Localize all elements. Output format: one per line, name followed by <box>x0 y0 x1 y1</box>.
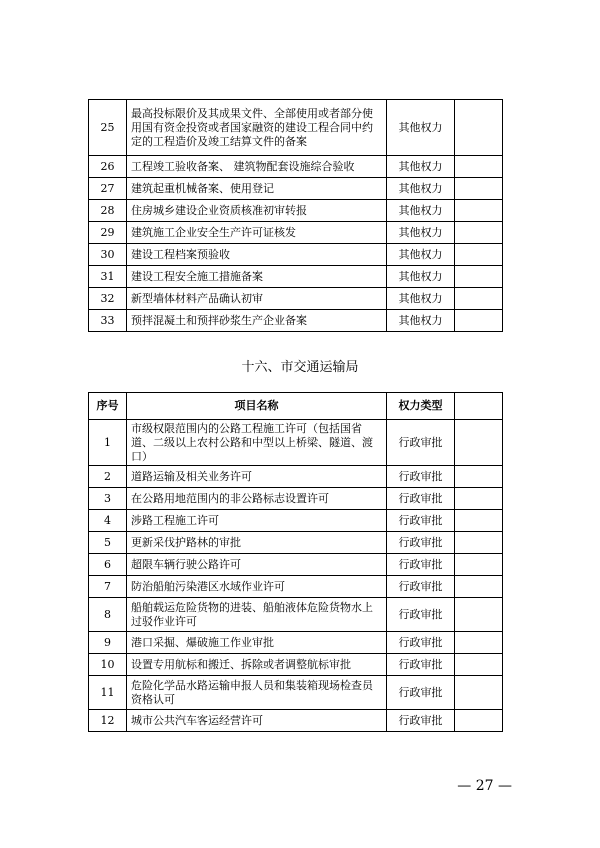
row-power-type: 行政审批 <box>387 420 455 466</box>
table-row <box>89 676 503 710</box>
header-item-name: 项目名称 <box>127 393 387 420</box>
table-row <box>89 100 503 156</box>
row-item-name: 港口采掘、爆破施工作业审批 <box>127 632 387 654</box>
header-serial-number: 序号 <box>89 393 127 420</box>
row-serial-number: 9 <box>89 632 127 654</box>
row-note <box>455 222 503 244</box>
row-note <box>455 598 503 632</box>
table-row <box>89 576 503 598</box>
table-row <box>89 222 503 244</box>
table-row <box>89 244 503 266</box>
row-serial-number: 27 <box>89 178 127 200</box>
table-row <box>89 156 503 178</box>
row-serial-number: 12 <box>89 710 127 732</box>
table-row <box>89 420 503 466</box>
table-row <box>89 598 503 632</box>
row-serial-number: 32 <box>89 288 127 310</box>
row-note <box>455 554 503 576</box>
row-item-name: 在公路用地范围内的非公路标志设置许可 <box>127 488 387 510</box>
row-power-type: 行政审批 <box>387 632 455 654</box>
row-serial-number: 11 <box>89 676 127 710</box>
table-row <box>89 510 503 532</box>
row-serial-number: 29 <box>89 222 127 244</box>
row-power-type: 其他权力 <box>387 310 455 332</box>
row-power-type: 行政审批 <box>387 488 455 510</box>
row-item-name: 危险化学品水路运输申报人员和集装箱现场检查员资格认可 <box>127 676 387 710</box>
row-note <box>455 676 503 710</box>
table-row <box>89 266 503 288</box>
row-power-type: 其他权力 <box>387 288 455 310</box>
table-header-row <box>89 393 503 420</box>
row-serial-number: 6 <box>89 554 127 576</box>
row-note <box>455 488 503 510</box>
row-power-type: 其他权力 <box>387 200 455 222</box>
section-title: 十六、市交通运输局 <box>241 360 359 375</box>
row-power-type: 行政审批 <box>387 676 455 710</box>
row-item-name: 超限车辆行驶公路许可 <box>127 554 387 576</box>
row-power-type: 行政审批 <box>387 510 455 532</box>
row-serial-number: 28 <box>89 200 127 222</box>
row-item-name: 最高投标限价及其成果文件、全部使用或者部分使用国有资金投资或者国家融资的建设工程合同中约定的工程造价及竣工结算文件的备案 <box>127 100 387 156</box>
table-row <box>89 466 503 488</box>
row-item-name: 新型墙体材料产品确认初审 <box>127 288 387 310</box>
table-row <box>89 654 503 676</box>
row-note <box>455 266 503 288</box>
header-power-type: 权力类型 <box>387 393 455 420</box>
table-row <box>89 178 503 200</box>
row-power-type: 行政审批 <box>387 466 455 488</box>
row-power-type: 行政审批 <box>387 598 455 632</box>
table-row <box>89 310 503 332</box>
row-serial-number: 5 <box>89 532 127 554</box>
row-item-name: 船舶载运危险货物的进装、船舶液体危险货物水上过驳作业许可 <box>127 598 387 632</box>
row-note <box>455 532 503 554</box>
row-serial-number: 1 <box>89 420 127 466</box>
row-serial-number: 10 <box>89 654 127 676</box>
row-note <box>455 288 503 310</box>
row-item-name: 住房城乡建设企业资质核准初审转报 <box>127 200 387 222</box>
row-item-name: 建筑施工企业安全生产许可证核发 <box>127 222 387 244</box>
row-item-name: 市级权限范围内的公路工程施工许可（包括国省道、二级以上农村公路和中型以上桥梁、隧道、渡口） <box>127 420 387 466</box>
row-serial-number: 26 <box>89 156 127 178</box>
row-note <box>455 244 503 266</box>
header-note <box>455 393 503 420</box>
row-item-name: 城市公共汽车客运经营许可 <box>127 710 387 732</box>
table-top-body <box>89 100 503 332</box>
row-serial-number: 31 <box>89 266 127 288</box>
table-row <box>89 632 503 654</box>
row-note <box>455 100 503 156</box>
row-power-type: 其他权力 <box>387 100 455 156</box>
table-row <box>89 288 503 310</box>
row-serial-number: 3 <box>89 488 127 510</box>
row-item-name: 道路运输及相关业务许可 <box>127 466 387 488</box>
table-row <box>89 488 503 510</box>
power-list-table-continued <box>88 99 503 332</box>
row-item-name: 建筑起重机械备案、使用登记 <box>127 178 387 200</box>
row-item-name: 设置专用航标和搬迁、拆除或者调整航标审批 <box>127 654 387 676</box>
row-note <box>455 178 503 200</box>
row-serial-number: 7 <box>89 576 127 598</box>
page-number: — 27 — <box>457 778 512 794</box>
row-power-type: 其他权力 <box>387 222 455 244</box>
transport-bureau-power-table <box>88 392 503 732</box>
row-serial-number: 33 <box>89 310 127 332</box>
row-note <box>455 710 503 732</box>
row-power-type: 行政审批 <box>387 532 455 554</box>
row-power-type: 其他权力 <box>387 178 455 200</box>
row-item-name: 涉路工程施工许可 <box>127 510 387 532</box>
table-bottom-body <box>89 420 503 732</box>
row-item-name: 建设工程档案预验收 <box>127 244 387 266</box>
row-item-name: 预拌混凝土和预拌砂浆生产企业备案 <box>127 310 387 332</box>
row-serial-number: 2 <box>89 466 127 488</box>
row-serial-number: 4 <box>89 510 127 532</box>
row-power-type: 行政审批 <box>387 654 455 676</box>
row-power-type: 行政审批 <box>387 576 455 598</box>
row-serial-number: 8 <box>89 598 127 632</box>
row-item-name: 防治船舶污染港区水域作业许可 <box>127 576 387 598</box>
table-row <box>89 532 503 554</box>
row-note <box>455 420 503 466</box>
row-note <box>455 576 503 598</box>
row-note <box>455 156 503 178</box>
row-power-type: 其他权力 <box>387 156 455 178</box>
row-item-name: 工程竣工验收备案、 建筑物配套设施综合验收 <box>127 156 387 178</box>
row-power-type: 其他权力 <box>387 266 455 288</box>
row-power-type: 行政审批 <box>387 710 455 732</box>
row-serial-number: 25 <box>89 100 127 156</box>
row-note <box>455 510 503 532</box>
row-note <box>455 200 503 222</box>
row-power-type: 其他权力 <box>387 244 455 266</box>
row-power-type: 行政审批 <box>387 554 455 576</box>
row-serial-number: 30 <box>89 244 127 266</box>
table-row <box>89 710 503 732</box>
table-row <box>89 200 503 222</box>
row-note <box>455 632 503 654</box>
row-note <box>455 466 503 488</box>
row-note <box>455 310 503 332</box>
row-item-name: 更新采伐护路林的审批 <box>127 532 387 554</box>
row-note <box>455 654 503 676</box>
table-row <box>89 554 503 576</box>
row-item-name: 建设工程安全施工措施备案 <box>127 266 387 288</box>
